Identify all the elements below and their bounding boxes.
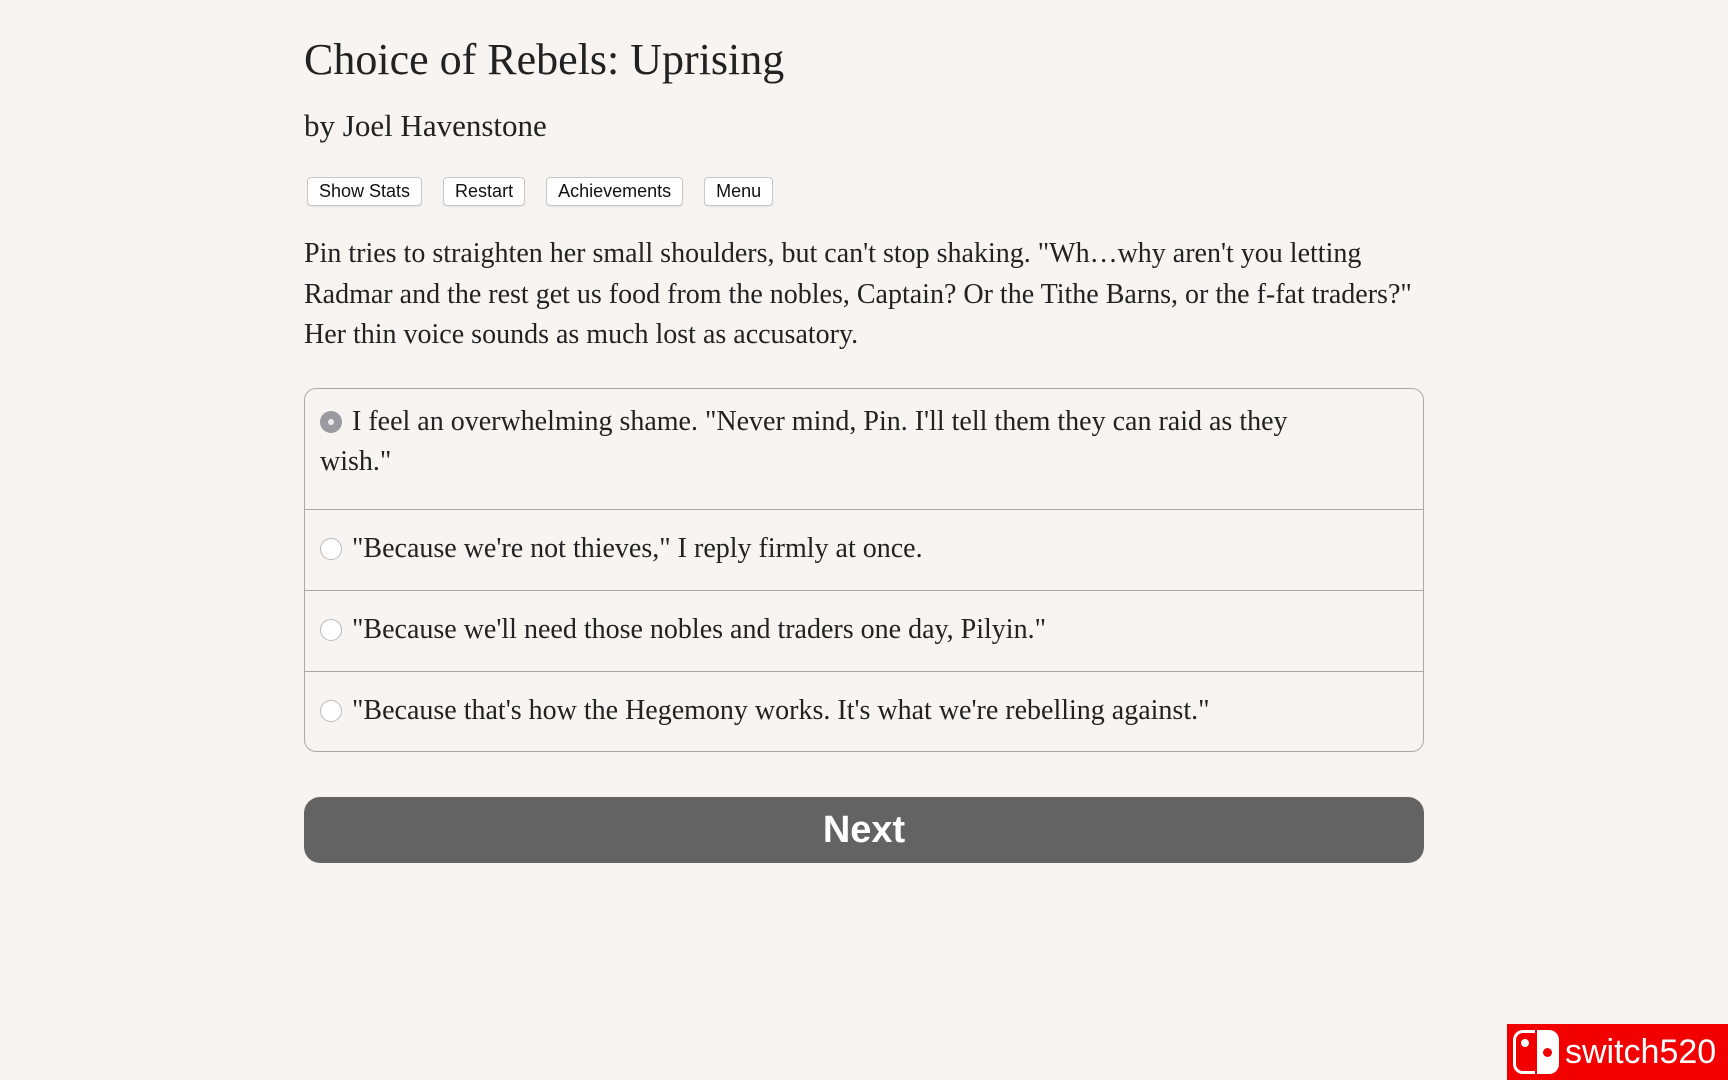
next-button[interactable]: Next [304,797,1424,863]
radio-selected-icon[interactable] [320,411,342,433]
show-stats-button[interactable]: Show Stats [307,177,422,206]
radio-icon[interactable] [320,700,342,722]
story-text: Pin tries to straighten her small shoulders, but can't stop shaking. "Wh…why aren't you letting Radmar and the rest get us food from the nobles, Captain? Or the Tithe Barns, or the f-fat traders?" Her thin voice sounds as much lost as accusatory. [304,238,1412,350]
choice-option[interactable] [305,509,1423,590]
choice-option[interactable] [305,671,1423,752]
watermark-text: switch520 [1565,1032,1717,1071]
choice-option[interactable] [305,389,1423,509]
radio-icon[interactable] [320,619,342,641]
restart-button[interactable]: Restart [443,177,525,206]
choice-list [304,388,1424,752]
switch-logo-icon [1513,1028,1569,1076]
achievements-button[interactable]: Achievements [546,177,683,206]
toolbar [307,177,773,206]
menu-button[interactable]: Menu [704,177,773,206]
choice-label: I feel an overwhelming shame. "Never mind, Pin. I'll tell them they can raid as they wish." [320,406,1288,477]
author-line: by Joel Havenstone [304,108,547,143]
choice-option[interactable] [305,590,1423,671]
watermark [1507,1024,1728,1080]
choice-label: "Because we're not thieves," I reply firmly at once. [352,533,923,564]
page-title: Choice of Rebels: Uprising [304,35,785,84]
choice-label: "Because we'll need those nobles and traders one day, Pilyin." [352,614,1047,645]
choice-label: "Because that's how the Hegemony works. It's what we're rebelling against." [352,695,1210,726]
radio-icon[interactable] [320,538,342,560]
